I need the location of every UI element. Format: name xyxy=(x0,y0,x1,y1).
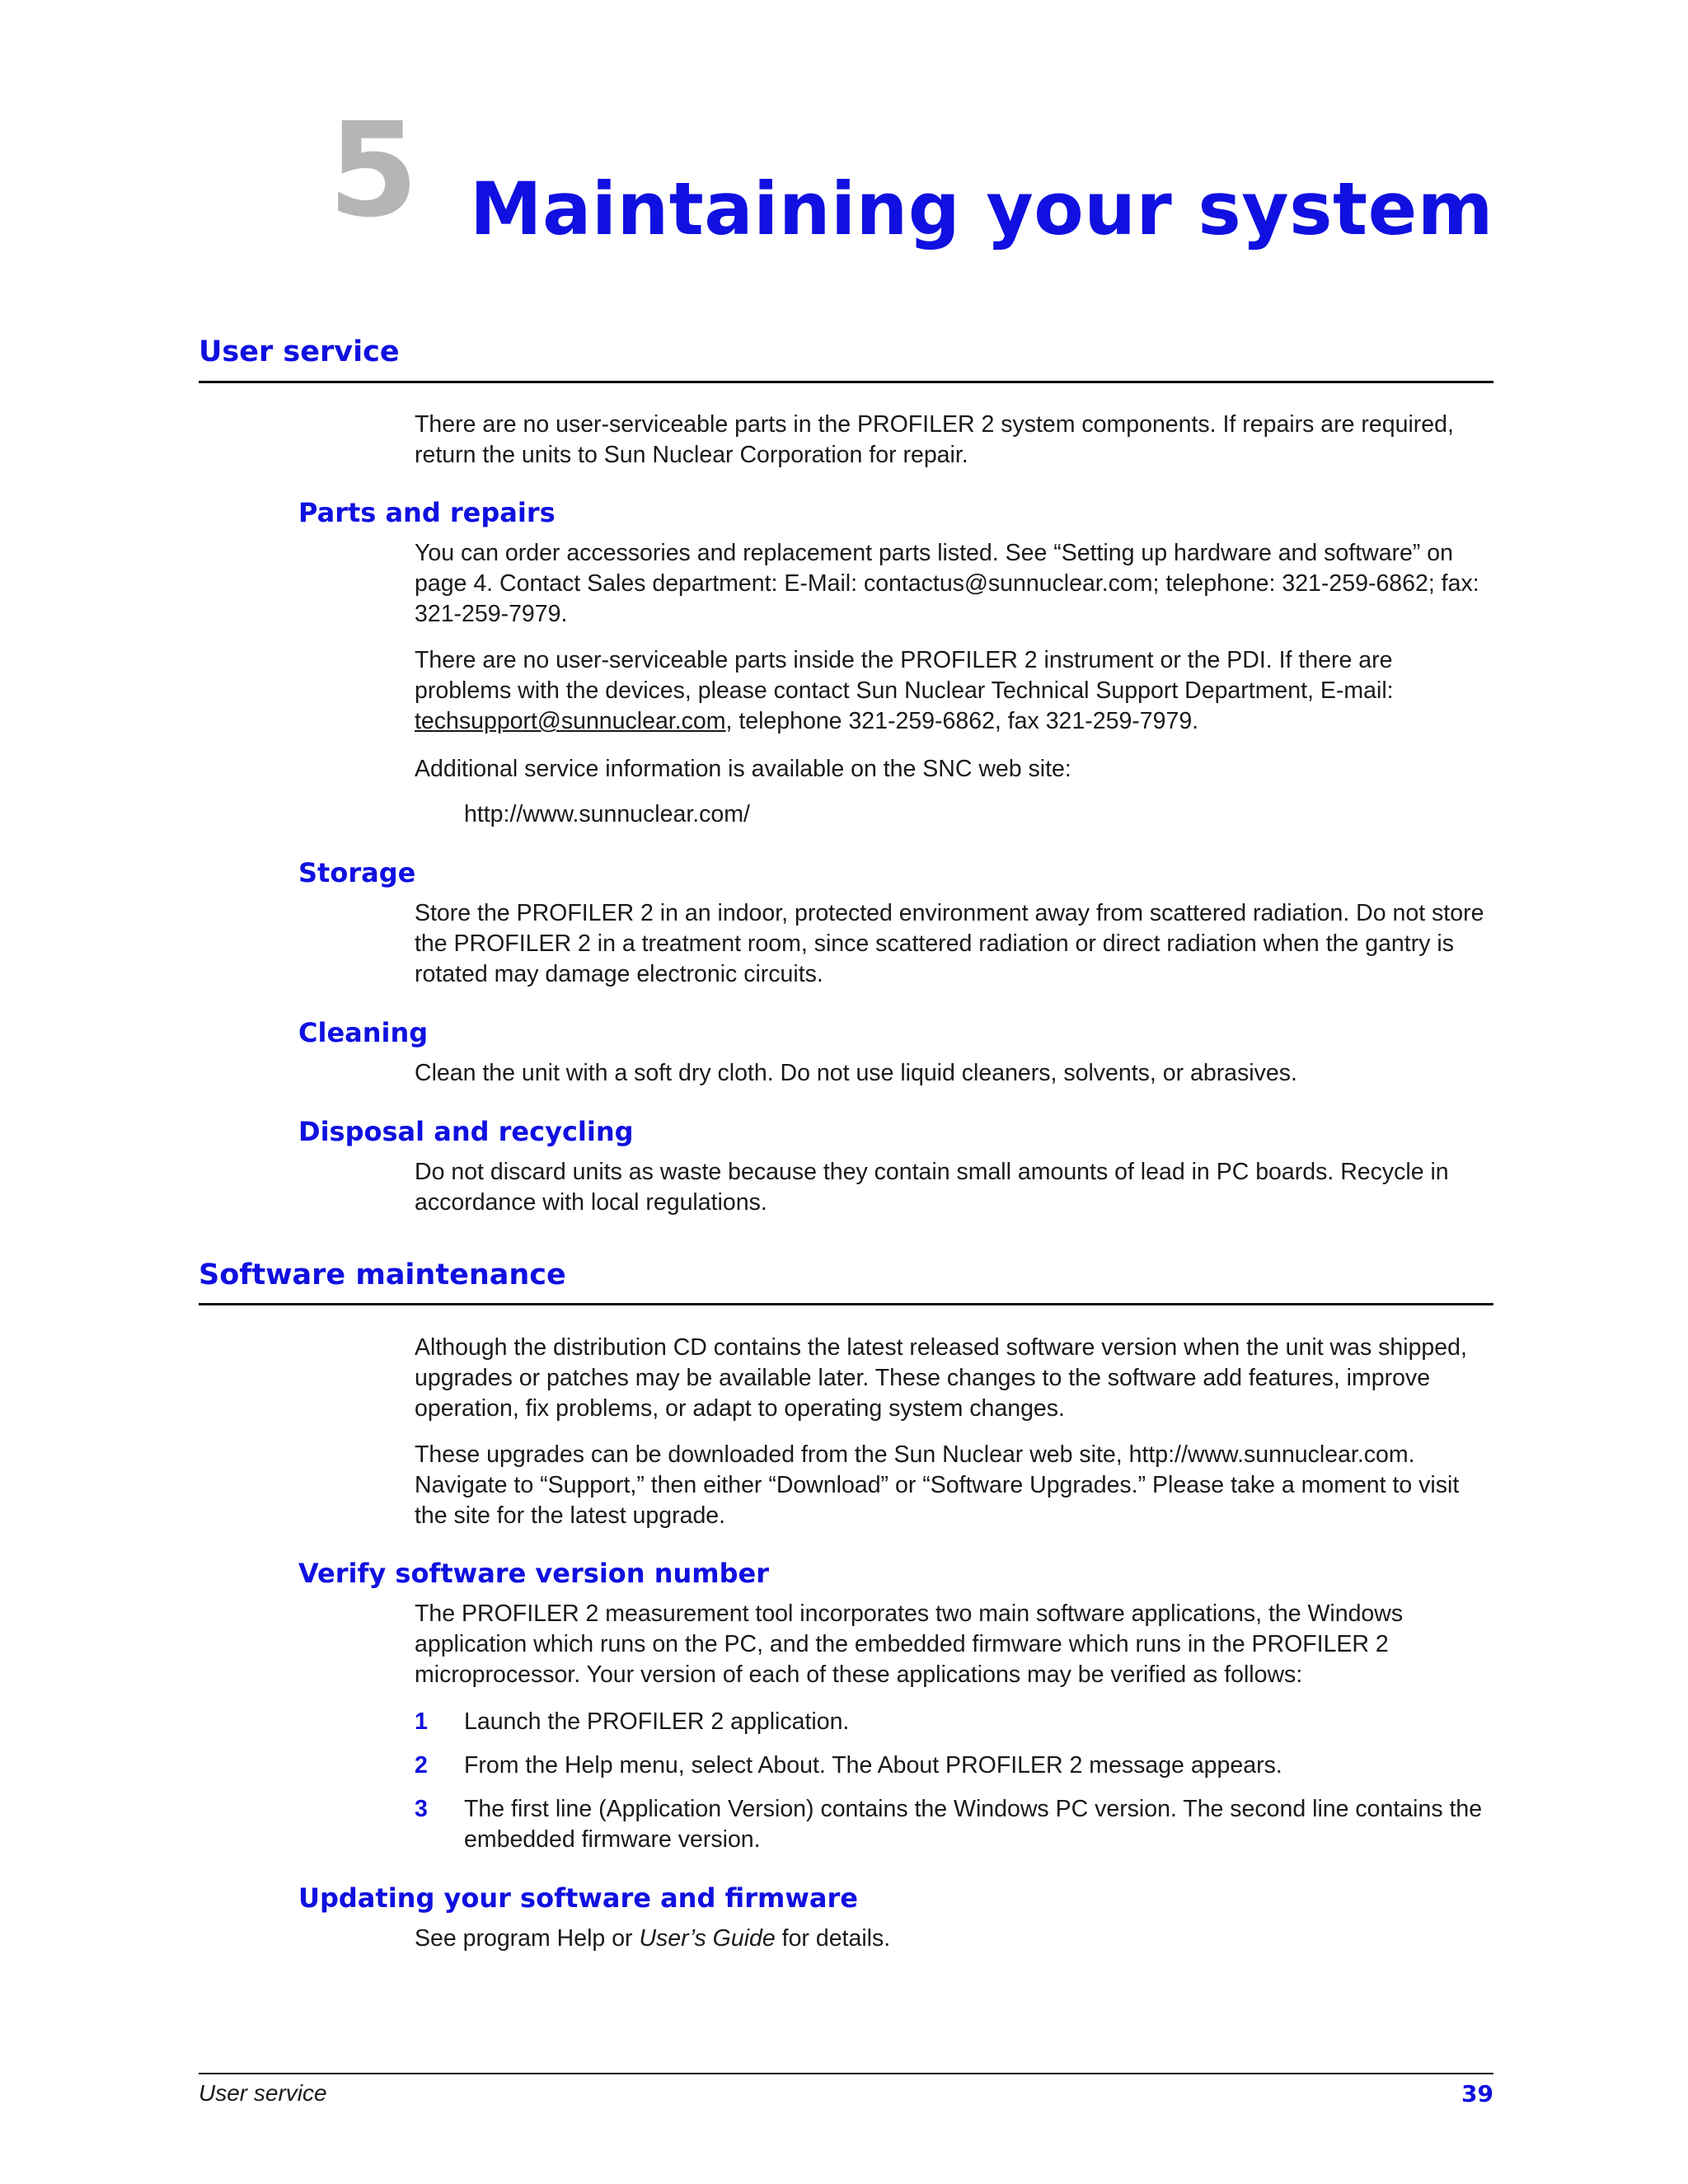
footer-rule xyxy=(199,2073,1493,2074)
chapter-header xyxy=(328,95,1493,251)
step-item xyxy=(415,1750,1494,1781)
techsupport-email-link[interactable]: techsupport@sunnuclear.com xyxy=(415,708,726,734)
step-number: 1 xyxy=(415,1708,428,1735)
subsection-heading-cleaning: Cleaning xyxy=(298,1017,429,1048)
step-text: Launch the PROFILER 2 application. xyxy=(464,1708,850,1735)
section-rule xyxy=(199,1303,1493,1305)
subsection-heading-storage: Storage xyxy=(298,857,416,888)
footer-section-name: User service xyxy=(199,2080,327,2106)
step-text: The first line (Application Version) contains the Windows PC version. The second line contains the embedded firmware version. xyxy=(464,1796,1483,1853)
disposal-text: Do not discard units as waste because they contain small amounts of lead in PC boards. Recycle in accordance with local regulations. xyxy=(415,1159,1449,1216)
subsection-heading-disposal: Disposal and recycling xyxy=(298,1116,634,1147)
step-item xyxy=(415,1794,1494,1855)
section-heading-user-service: User service xyxy=(199,335,400,368)
software-paragraph-1: Although the distribution CD contains the latest released software version when the unit was shipped, upgrades or patches may be available later. These changes to the software add features, improve operation, fix problems, or adapt to operating system changes. xyxy=(415,1334,1467,1422)
parts-paragraph-2: There are no user-serviceable parts inside the PROFILER 2 instrument or the PDI. If there are problems with the devices, please contact Sun Nuclear Technical Support Department, E-mail: techsupport@sunnuclear.com, telephone 321-259-6862, fax 321-259-7979. xyxy=(415,647,1394,734)
parts-paragraph-3: Additional service information is available on the SNC web site: xyxy=(415,756,1071,782)
subsection-heading-parts-and-repairs: Parts and repairs xyxy=(298,497,556,528)
step-text: From the Help menu, select About. The About PROFILER 2 message appears. xyxy=(464,1752,1282,1779)
step-number: 2 xyxy=(415,1752,428,1779)
step-number: 3 xyxy=(415,1796,428,1822)
step-item xyxy=(415,1707,1494,1737)
cleaning-text: Clean the unit with a soft dry cloth. Do not use liquid cleaners, solvents, or abrasives. xyxy=(415,1060,1297,1086)
updating-text: See program Help or User’s Guide for details. xyxy=(415,1925,891,1952)
storage-text: Store the PROFILER 2 in an indoor, protected environment away from scattered radiation. Do not store the PROFILER 2 in a treatment room, since scattered radiation or direct radiation when the gantry is rotated may damage electronic circuits. xyxy=(415,900,1484,987)
footer-page-number: 39 xyxy=(1461,2080,1493,2107)
section-rule xyxy=(199,381,1493,383)
subsection-heading-verify-version: Verify software version number xyxy=(298,1558,769,1589)
users-guide-title: User’s Guide xyxy=(639,1925,776,1952)
parts-paragraph-1: You can order accessories and replacement parts listed. See “Setting up hardware and software” on page 4. Contact Sales department: E-Mail: contactus@sunnuclear.com; telephone: 321-259-6862; fax: 321-259-7979. xyxy=(415,540,1479,627)
software-paragraph-2: These upgrades can be downloaded from the Sun Nuclear web site, http://www.sunnuclear.com. Navigate to “Support,” then either “Download” or “Software Upgrades.” Please take a moment to visit the site for the latest upgrade. xyxy=(415,1441,1460,1529)
chapter-title: Maintaining your system xyxy=(469,166,1493,251)
chapter-number: 5 xyxy=(328,95,419,246)
verify-intro: The PROFILER 2 measurement tool incorporates two main software applications, the Windows application which runs on the PC, and the embedded firmware which runs in the PROFILER 2 microprocessor. Your version of each of these applications may be verified as follows: xyxy=(415,1601,1404,1688)
section-heading-software-maintenance: Software maintenance xyxy=(199,1258,566,1291)
snc-website-link[interactable]: http://www.sunnuclear.com/ xyxy=(464,801,750,827)
user-service-intro: There are no user-serviceable parts in the PROFILER 2 system components. If repairs are required, return the units to Sun Nuclear Corporation for repair. xyxy=(415,411,1454,468)
subsection-heading-updating: Updating your software and firmware xyxy=(298,1882,858,1914)
